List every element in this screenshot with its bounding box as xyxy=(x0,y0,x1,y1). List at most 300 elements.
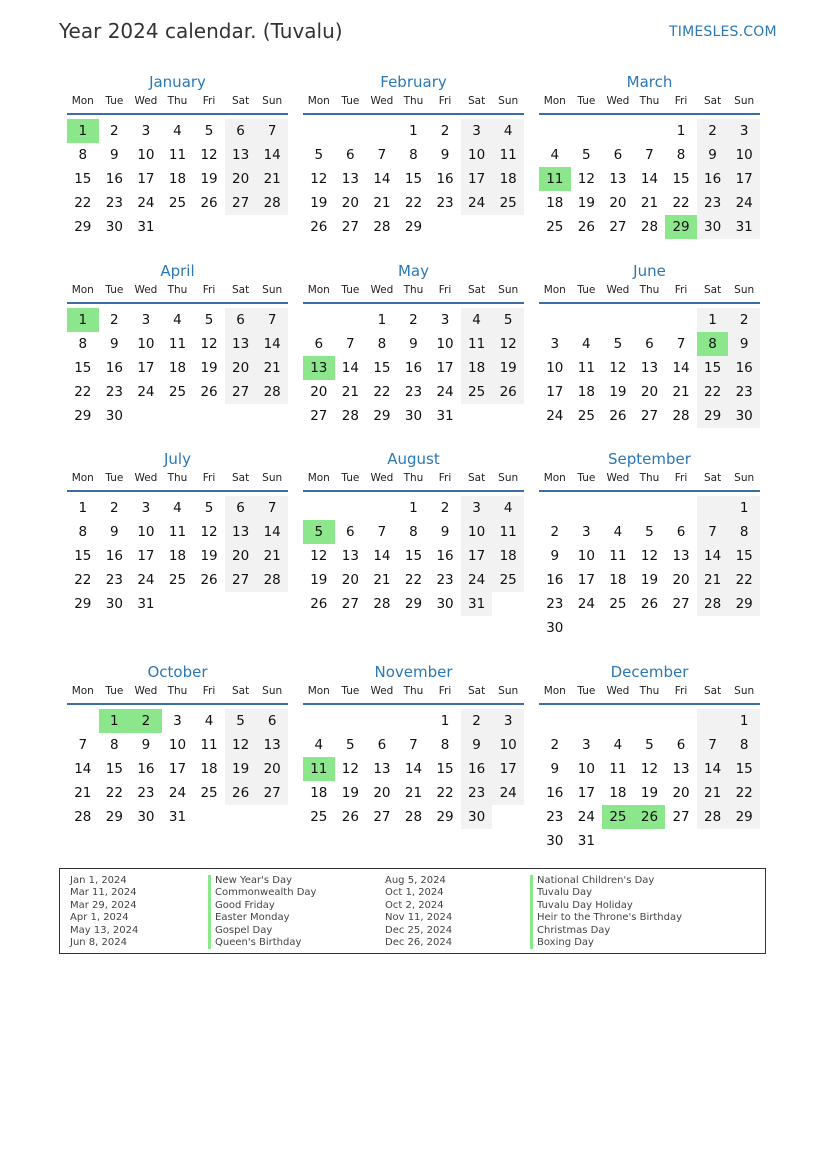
day-cell[interactable]: 4 xyxy=(492,496,524,520)
day-cell[interactable]: 14 xyxy=(74,761,92,777)
day-cell[interactable]: 27 xyxy=(341,219,359,235)
day-cell[interactable]: 4 xyxy=(173,312,182,328)
day-cell[interactable]: 11 xyxy=(200,737,218,753)
day-cell[interactable]: 29 xyxy=(74,408,92,424)
day-cell[interactable]: 25 xyxy=(492,191,524,215)
day-cell[interactable]: 3 xyxy=(141,500,151,516)
day-cell[interactable]: 22 xyxy=(697,380,729,404)
day-cell[interactable]: 21 xyxy=(373,195,391,211)
day-cell[interactable]: 6 xyxy=(256,709,288,733)
day-cell[interactable]: 4 xyxy=(492,119,524,143)
day-cell[interactable]: 26 xyxy=(200,572,218,588)
day-cell[interactable]: 20 xyxy=(310,384,328,400)
day-cell[interactable]: 26 xyxy=(225,781,257,805)
day-cell[interactable]: 24 xyxy=(492,781,524,805)
day-cell[interactable]: 15 xyxy=(74,171,92,187)
day-cell[interactable]: 16 xyxy=(404,360,423,376)
day-cell[interactable]: 18 xyxy=(609,785,627,801)
holiday-day-cell[interactable]: 1 xyxy=(99,709,131,733)
day-cell[interactable]: 10 xyxy=(436,336,454,352)
day-cell[interactable]: 24 xyxy=(461,568,493,592)
holiday-day-cell[interactable]: 1 xyxy=(67,119,99,143)
day-cell[interactable]: 19 xyxy=(577,195,595,211)
day-cell[interactable]: 8 xyxy=(78,336,88,352)
day-cell[interactable]: 12 xyxy=(200,147,218,163)
holiday-day-cell[interactable]: 5 xyxy=(303,520,335,544)
day-cell[interactable]: 5 xyxy=(204,312,214,328)
day-cell[interactable]: 18 xyxy=(168,548,187,564)
day-cell[interactable]: 26 xyxy=(492,380,524,404)
day-cell[interactable]: 10 xyxy=(137,524,155,540)
day-cell[interactable]: 19 xyxy=(200,548,218,564)
day-cell[interactable]: 22 xyxy=(436,785,454,801)
day-cell[interactable]: 8 xyxy=(78,524,88,540)
day-cell[interactable]: 20 xyxy=(609,195,627,211)
day-cell[interactable]: 10 xyxy=(137,336,155,352)
day-cell[interactable]: 4 xyxy=(314,737,324,753)
day-cell[interactable]: 27 xyxy=(672,809,690,825)
day-cell[interactable]: 5 xyxy=(645,524,654,540)
day-cell[interactable]: 12 xyxy=(310,171,328,187)
day-cell[interactable]: 6 xyxy=(613,147,623,163)
day-cell[interactable]: 28 xyxy=(404,809,423,825)
day-cell[interactable]: 27 xyxy=(373,809,391,825)
day-cell[interactable]: 7 xyxy=(697,733,729,757)
day-cell[interactable]: 13 xyxy=(341,171,359,187)
day-cell[interactable]: 5 xyxy=(204,500,214,516)
day-cell[interactable]: 17 xyxy=(137,360,155,376)
day-cell[interactable]: 6 xyxy=(225,119,257,143)
day-cell[interactable]: 13 xyxy=(609,171,627,187)
day-cell[interactable]: 1 xyxy=(409,500,418,516)
day-cell[interactable]: 22 xyxy=(74,195,92,211)
day-cell[interactable]: 9 xyxy=(550,761,560,777)
day-cell[interactable]: 28 xyxy=(341,408,359,424)
day-cell[interactable]: 16 xyxy=(461,757,493,781)
day-cell[interactable]: 7 xyxy=(256,119,288,143)
day-cell[interactable]: 20 xyxy=(373,785,391,801)
holiday-day-cell[interactable]: 11 xyxy=(303,757,335,781)
day-cell[interactable]: 10 xyxy=(137,147,155,163)
day-cell[interactable]: 12 xyxy=(640,548,659,564)
day-cell[interactable]: 19 xyxy=(310,572,328,588)
day-cell[interactable]: 28 xyxy=(74,809,92,825)
day-cell[interactable]: 23 xyxy=(105,384,123,400)
day-cell[interactable]: 17 xyxy=(728,167,760,191)
holiday-day-cell[interactable]: 26 xyxy=(634,805,666,829)
day-cell[interactable]: 9 xyxy=(141,737,151,753)
day-cell[interactable]: 29 xyxy=(373,408,391,424)
day-cell[interactable]: 20 xyxy=(341,195,359,211)
day-cell[interactable]: 1 xyxy=(728,496,760,520)
day-cell[interactable]: 1 xyxy=(697,308,729,332)
day-cell[interactable]: 13 xyxy=(256,733,288,757)
day-cell[interactable]: 3 xyxy=(141,123,151,139)
day-cell[interactable]: 29 xyxy=(105,809,123,825)
day-cell[interactable]: 7 xyxy=(645,147,654,163)
holiday-day-cell[interactable]: 2 xyxy=(130,709,162,733)
day-cell[interactable]: 22 xyxy=(728,781,760,805)
day-cell[interactable]: 31 xyxy=(728,215,760,239)
day-cell[interactable]: 13 xyxy=(225,143,257,167)
day-cell[interactable]: 15 xyxy=(74,548,92,564)
day-cell[interactable]: 12 xyxy=(200,524,218,540)
day-cell[interactable]: 11 xyxy=(168,147,187,163)
day-cell[interactable]: 14 xyxy=(697,544,729,568)
day-cell[interactable]: 31 xyxy=(137,596,155,612)
day-cell[interactable]: 3 xyxy=(461,119,493,143)
day-cell[interactable]: 26 xyxy=(310,596,328,612)
day-cell[interactable]: 3 xyxy=(440,312,450,328)
day-cell[interactable]: 2 xyxy=(110,123,119,139)
day-cell[interactable]: 26 xyxy=(200,195,218,211)
day-cell[interactable]: 22 xyxy=(728,568,760,592)
day-cell[interactable]: 23 xyxy=(436,572,454,588)
day-cell[interactable]: 6 xyxy=(645,336,654,352)
day-cell[interactable]: 27 xyxy=(341,596,359,612)
day-cell[interactable]: 8 xyxy=(409,147,418,163)
day-cell[interactable]: 16 xyxy=(546,572,564,588)
day-cell[interactable]: 31 xyxy=(436,408,454,424)
day-cell[interactable]: 19 xyxy=(200,171,218,187)
day-cell[interactable]: 6 xyxy=(346,147,355,163)
day-cell[interactable]: 26 xyxy=(341,809,359,825)
day-cell[interactable]: 27 xyxy=(640,408,659,424)
day-cell[interactable]: 26 xyxy=(609,408,627,424)
day-cell[interactable]: 18 xyxy=(577,384,595,400)
day-cell[interactable]: 17 xyxy=(492,757,524,781)
day-cell[interactable]: 6 xyxy=(346,524,355,540)
day-cell[interactable]: 16 xyxy=(105,171,123,187)
day-cell[interactable]: 5 xyxy=(204,123,214,139)
day-cell[interactable]: 24 xyxy=(546,408,564,424)
day-cell[interactable]: 19 xyxy=(609,384,627,400)
day-cell[interactable]: 28 xyxy=(256,380,288,404)
day-cell[interactable]: 25 xyxy=(492,568,524,592)
day-cell[interactable]: 1 xyxy=(78,500,88,516)
day-cell[interactable]: 6 xyxy=(225,308,257,332)
day-cell[interactable]: 10 xyxy=(461,520,493,544)
day-cell[interactable]: 15 xyxy=(672,171,690,187)
day-cell[interactable]: 23 xyxy=(728,380,760,404)
day-cell[interactable]: 23 xyxy=(461,781,493,805)
day-cell[interactable]: 7 xyxy=(256,496,288,520)
day-cell[interactable]: 20 xyxy=(341,572,359,588)
day-cell[interactable]: 21 xyxy=(672,384,690,400)
day-cell[interactable]: 2 xyxy=(440,500,450,516)
day-cell[interactable]: 21 xyxy=(256,544,288,568)
day-cell[interactable]: 27 xyxy=(225,568,257,592)
brand-link[interactable]: TIMESLES.COM xyxy=(669,24,777,40)
day-cell[interactable]: 15 xyxy=(105,761,123,777)
day-cell[interactable]: 30 xyxy=(546,620,564,636)
day-cell[interactable]: 21 xyxy=(256,356,288,380)
day-cell[interactable]: 11 xyxy=(492,520,524,544)
day-cell[interactable]: 11 xyxy=(492,143,524,167)
day-cell[interactable]: 27 xyxy=(225,380,257,404)
day-cell[interactable]: 21 xyxy=(697,781,729,805)
day-cell[interactable]: 7 xyxy=(697,520,729,544)
day-cell[interactable]: 23 xyxy=(105,572,123,588)
day-cell[interactable]: 24 xyxy=(577,809,595,825)
day-cell[interactable]: 13 xyxy=(672,548,690,564)
day-cell[interactable]: 23 xyxy=(546,596,564,612)
day-cell[interactable]: 19 xyxy=(341,785,359,801)
day-cell[interactable]: 31 xyxy=(168,809,187,825)
day-cell[interactable]: 14 xyxy=(373,548,391,564)
day-cell[interactable]: 9 xyxy=(409,336,418,352)
day-cell[interactable]: 1 xyxy=(676,123,686,139)
day-cell[interactable]: 16 xyxy=(436,171,454,187)
day-cell[interactable]: 2 xyxy=(461,709,493,733)
day-cell[interactable]: 12 xyxy=(609,360,627,376)
day-cell[interactable]: 17 xyxy=(461,544,493,568)
day-cell[interactable]: 26 xyxy=(200,384,218,400)
day-cell[interactable]: 8 xyxy=(728,733,760,757)
day-cell[interactable]: 15 xyxy=(404,548,423,564)
day-cell[interactable]: 25 xyxy=(546,219,564,235)
day-cell[interactable]: 23 xyxy=(105,195,123,211)
day-cell[interactable]: 20 xyxy=(640,384,659,400)
day-cell[interactable]: 3 xyxy=(582,737,591,753)
day-cell[interactable]: 9 xyxy=(550,548,560,564)
day-cell[interactable]: 30 xyxy=(436,596,454,612)
day-cell[interactable]: 22 xyxy=(404,572,423,588)
day-cell[interactable]: 16 xyxy=(137,761,155,777)
day-cell[interactable]: 24 xyxy=(461,191,493,215)
day-cell[interactable]: 29 xyxy=(728,592,760,616)
day-cell[interactable]: 1 xyxy=(409,123,418,139)
day-cell[interactable]: 21 xyxy=(373,572,391,588)
day-cell[interactable]: 22 xyxy=(373,384,391,400)
day-cell[interactable]: 9 xyxy=(440,524,450,540)
day-cell[interactable]: 29 xyxy=(74,596,92,612)
day-cell[interactable]: 24 xyxy=(137,572,155,588)
day-cell[interactable]: 21 xyxy=(256,167,288,191)
day-cell[interactable]: 8 xyxy=(676,147,686,163)
day-cell[interactable]: 14 xyxy=(697,757,729,781)
day-cell[interactable]: 8 xyxy=(440,737,450,753)
day-cell[interactable]: 11 xyxy=(168,524,187,540)
day-cell[interactable]: 2 xyxy=(110,312,119,328)
day-cell[interactable]: 3 xyxy=(728,119,760,143)
day-cell[interactable]: 28 xyxy=(256,191,288,215)
day-cell[interactable]: 12 xyxy=(341,761,359,777)
day-cell[interactable]: 6 xyxy=(314,336,324,352)
day-cell[interactable]: 12 xyxy=(640,761,659,777)
day-cell[interactable]: 6 xyxy=(377,737,387,753)
day-cell[interactable]: 25 xyxy=(609,596,627,612)
day-cell[interactable]: 21 xyxy=(697,568,729,592)
day-cell[interactable]: 3 xyxy=(550,336,560,352)
day-cell[interactable]: 24 xyxy=(577,596,595,612)
day-cell[interactable]: 17 xyxy=(137,548,155,564)
day-cell[interactable]: 10 xyxy=(461,143,493,167)
day-cell[interactable]: 22 xyxy=(74,384,92,400)
day-cell[interactable]: 23 xyxy=(546,809,564,825)
holiday-day-cell[interactable]: 1 xyxy=(67,308,99,332)
day-cell[interactable]: 4 xyxy=(582,336,591,352)
day-cell[interactable]: 17 xyxy=(436,360,454,376)
day-cell[interactable]: 18 xyxy=(546,195,564,211)
day-cell[interactable]: 14 xyxy=(256,143,288,167)
day-cell[interactable]: 19 xyxy=(640,572,659,588)
day-cell[interactable]: 29 xyxy=(404,219,423,235)
day-cell[interactable]: 29 xyxy=(728,805,760,829)
day-cell[interactable]: 14 xyxy=(341,360,359,376)
day-cell[interactable]: 22 xyxy=(672,195,690,211)
day-cell[interactable]: 10 xyxy=(577,548,595,564)
day-cell[interactable]: 22 xyxy=(74,572,92,588)
day-cell[interactable]: 5 xyxy=(314,147,324,163)
day-cell[interactable]: 17 xyxy=(168,761,187,777)
day-cell[interactable]: 11 xyxy=(609,761,627,777)
day-cell[interactable]: 30 xyxy=(461,805,493,829)
day-cell[interactable]: 4 xyxy=(173,123,182,139)
day-cell[interactable]: 25 xyxy=(168,572,187,588)
day-cell[interactable]: 21 xyxy=(341,384,359,400)
day-cell[interactable]: 19 xyxy=(492,356,524,380)
day-cell[interactable]: 15 xyxy=(373,360,391,376)
day-cell[interactable]: 30 xyxy=(137,809,155,825)
day-cell[interactable]: 24 xyxy=(137,195,155,211)
day-cell[interactable]: 17 xyxy=(137,171,155,187)
day-cell[interactable]: 5 xyxy=(613,336,623,352)
day-cell[interactable]: 12 xyxy=(492,332,524,356)
day-cell[interactable]: 7 xyxy=(377,147,387,163)
day-cell[interactable]: 5 xyxy=(582,147,591,163)
day-cell[interactable]: 13 xyxy=(341,548,359,564)
day-cell[interactable]: 18 xyxy=(492,544,524,568)
day-cell[interactable]: 18 xyxy=(310,785,328,801)
day-cell[interactable]: 5 xyxy=(492,308,524,332)
day-cell[interactable]: 5 xyxy=(645,737,654,753)
day-cell[interactable]: 30 xyxy=(105,219,123,235)
day-cell[interactable]: 30 xyxy=(105,596,123,612)
day-cell[interactable]: 13 xyxy=(225,332,257,356)
day-cell[interactable]: 10 xyxy=(546,360,564,376)
day-cell[interactable]: 9 xyxy=(110,147,119,163)
day-cell[interactable]: 23 xyxy=(137,785,155,801)
day-cell[interactable]: 24 xyxy=(436,384,454,400)
day-cell[interactable]: 14 xyxy=(373,171,391,187)
day-cell[interactable]: 12 xyxy=(200,336,218,352)
day-cell[interactable]: 3 xyxy=(173,713,182,729)
day-cell[interactable]: 4 xyxy=(173,500,182,516)
day-cell[interactable]: 29 xyxy=(436,809,454,825)
day-cell[interactable]: 9 xyxy=(697,143,729,167)
day-cell[interactable]: 20 xyxy=(225,167,257,191)
day-cell[interactable]: 23 xyxy=(697,191,729,215)
day-cell[interactable]: 28 xyxy=(697,592,729,616)
day-cell[interactable]: 7 xyxy=(78,737,88,753)
day-cell[interactable]: 19 xyxy=(640,785,659,801)
day-cell[interactable]: 3 xyxy=(141,312,151,328)
day-cell[interactable]: 20 xyxy=(256,757,288,781)
day-cell[interactable]: 15 xyxy=(436,761,454,777)
day-cell[interactable]: 31 xyxy=(461,592,493,616)
day-cell[interactable]: 20 xyxy=(225,356,257,380)
day-cell[interactable]: 9 xyxy=(440,147,450,163)
day-cell[interactable]: 16 xyxy=(105,548,123,564)
day-cell[interactable]: 31 xyxy=(577,833,595,849)
day-cell[interactable]: 11 xyxy=(461,332,493,356)
day-cell[interactable]: 22 xyxy=(404,195,423,211)
day-cell[interactable]: 7 xyxy=(377,524,387,540)
day-cell[interactable]: 15 xyxy=(404,171,423,187)
day-cell[interactable]: 7 xyxy=(409,737,418,753)
day-cell[interactable]: 30 xyxy=(697,215,729,239)
day-cell[interactable]: 27 xyxy=(256,781,288,805)
day-cell[interactable]: 13 xyxy=(225,520,257,544)
day-cell[interactable]: 29 xyxy=(697,404,729,428)
day-cell[interactable]: 30 xyxy=(105,408,123,424)
day-cell[interactable]: 22 xyxy=(105,785,123,801)
day-cell[interactable]: 31 xyxy=(137,219,155,235)
day-cell[interactable]: 4 xyxy=(613,737,623,753)
day-cell[interactable]: 9 xyxy=(461,733,493,757)
day-cell[interactable]: 6 xyxy=(676,737,686,753)
day-cell[interactable]: 3 xyxy=(461,496,493,520)
day-cell[interactable]: 18 xyxy=(168,171,187,187)
day-cell[interactable]: 24 xyxy=(728,191,760,215)
day-cell[interactable]: 30 xyxy=(546,833,564,849)
day-cell[interactable]: 7 xyxy=(256,308,288,332)
day-cell[interactable]: 28 xyxy=(256,568,288,592)
day-cell[interactable]: 4 xyxy=(550,147,560,163)
day-cell[interactable]: 15 xyxy=(74,360,92,376)
day-cell[interactable]: 11 xyxy=(609,548,627,564)
day-cell[interactable]: 18 xyxy=(492,167,524,191)
day-cell[interactable]: 18 xyxy=(609,572,627,588)
day-cell[interactable]: 1 xyxy=(728,709,760,733)
day-cell[interactable]: 15 xyxy=(728,757,760,781)
day-cell[interactable]: 27 xyxy=(609,219,627,235)
day-cell[interactable]: 9 xyxy=(728,332,760,356)
day-cell[interactable]: 8 xyxy=(78,147,88,163)
day-cell[interactable]: 30 xyxy=(728,404,760,428)
day-cell[interactable]: 14 xyxy=(256,520,288,544)
day-cell[interactable]: 17 xyxy=(577,785,595,801)
day-cell[interactable]: 5 xyxy=(225,709,257,733)
day-cell[interactable]: 16 xyxy=(436,548,454,564)
day-cell[interactable]: 19 xyxy=(200,360,218,376)
day-cell[interactable]: 18 xyxy=(168,360,187,376)
day-cell[interactable]: 2 xyxy=(110,500,119,516)
day-cell[interactable]: 20 xyxy=(672,572,690,588)
day-cell[interactable]: 28 xyxy=(697,805,729,829)
day-cell[interactable]: 19 xyxy=(225,757,257,781)
day-cell[interactable]: 23 xyxy=(436,195,454,211)
holiday-day-cell[interactable]: 11 xyxy=(539,167,571,191)
day-cell[interactable]: 28 xyxy=(373,219,391,235)
day-cell[interactable]: 11 xyxy=(168,336,187,352)
day-cell[interactable]: 3 xyxy=(492,709,524,733)
day-cell[interactable]: 10 xyxy=(168,737,187,753)
day-cell[interactable]: 25 xyxy=(310,809,328,825)
day-cell[interactable]: 7 xyxy=(676,336,686,352)
day-cell[interactable]: 14 xyxy=(256,332,288,356)
day-cell[interactable]: 10 xyxy=(728,143,760,167)
day-cell[interactable]: 25 xyxy=(200,785,218,801)
day-cell[interactable]: 15 xyxy=(697,356,729,380)
day-cell[interactable]: 6 xyxy=(225,496,257,520)
day-cell[interactable]: 17 xyxy=(577,572,595,588)
day-cell[interactable]: 18 xyxy=(461,356,493,380)
day-cell[interactable]: 25 xyxy=(168,195,187,211)
day-cell[interactable]: 4 xyxy=(461,308,493,332)
day-cell[interactable]: 14 xyxy=(404,761,423,777)
